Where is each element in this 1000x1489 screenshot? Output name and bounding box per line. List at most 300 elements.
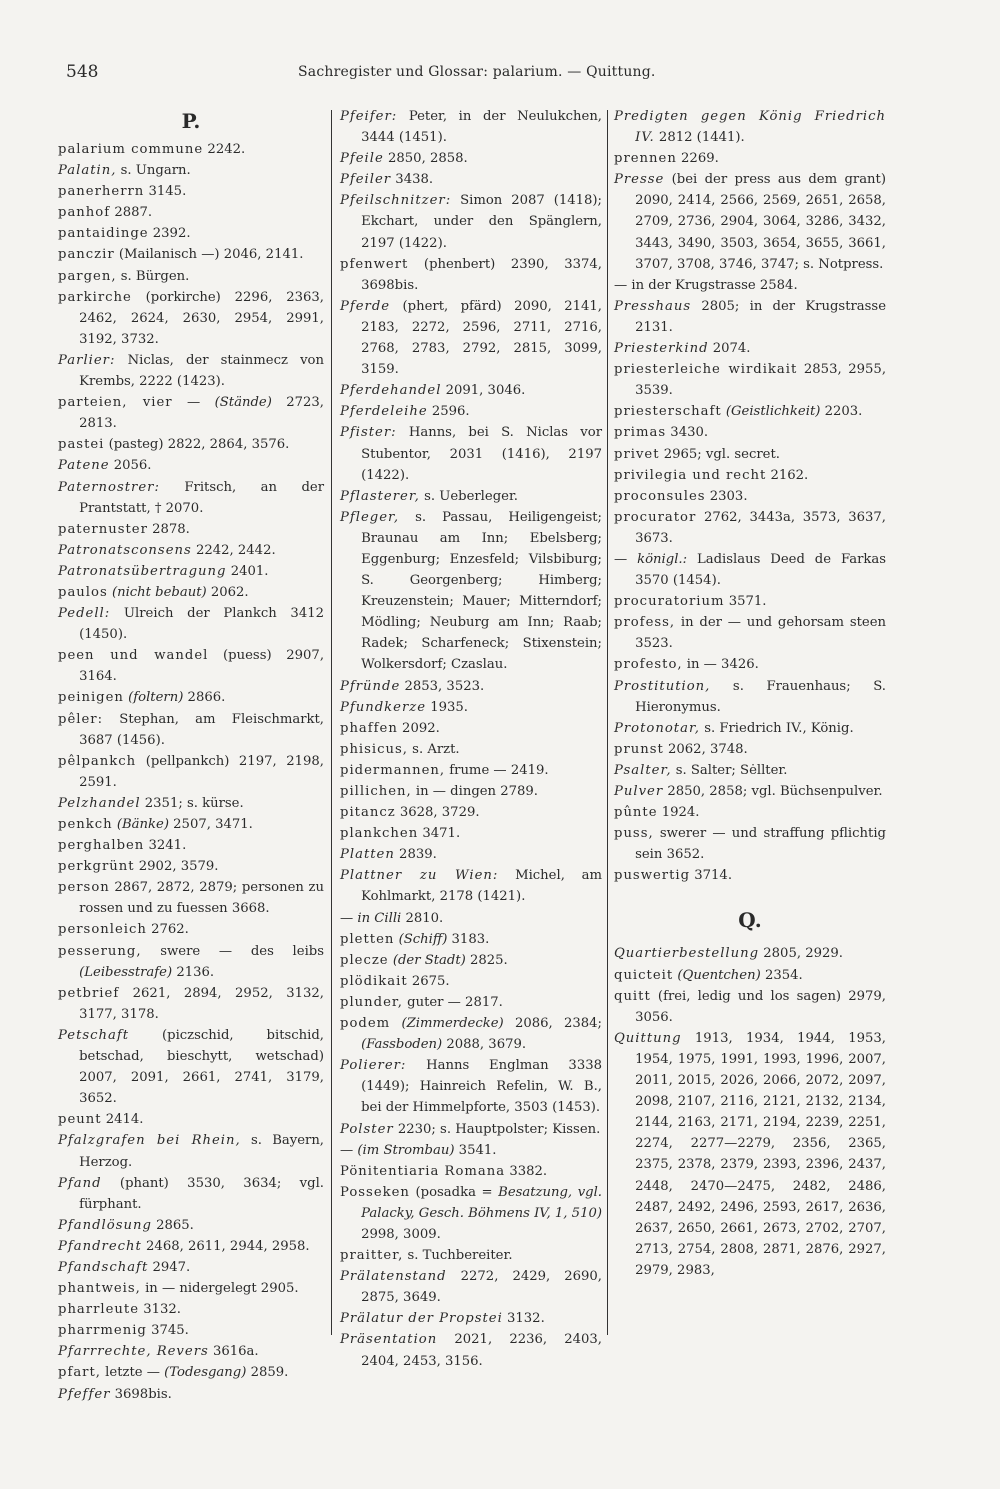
index-entry <box>58 1384 324 1405</box>
entry-headword: Pfeffer <box>58 1386 111 1402</box>
entry-headword: paulos <box>58 584 108 600</box>
index-entry <box>340 1266 602 1308</box>
entry-headword: parteien, vier <box>58 395 173 411</box>
entry-text: Ladislaus Deed de Farkas 3570 (1454). <box>635 551 886 589</box>
entry-headword: Prostitution, <box>614 678 711 694</box>
entry-headword: Pfandlösung <box>58 1217 152 1233</box>
index-entry <box>58 835 324 856</box>
entry-headword: Patronatsconsens <box>58 542 192 558</box>
entry-text: 3745. <box>146 1323 189 1339</box>
index-entry <box>340 190 602 253</box>
entry-text: Besatzung, vgl. Palacky, Gesch. Böhmens IV, 1, 510) <box>361 1184 602 1221</box>
index-entry <box>340 844 602 865</box>
entry-text: — <box>340 910 358 926</box>
entry-headword: pillichen, <box>340 784 412 799</box>
entry-headword: Pferdeleihe <box>340 404 428 420</box>
entry-text: 2675. <box>407 973 450 989</box>
entry-text: — <box>340 1142 358 1158</box>
entry-text: in der — und gehorsam steen 3523. <box>635 615 886 652</box>
index-entry <box>58 814 324 835</box>
entry-headword: puss, <box>614 826 654 842</box>
entry-headword: Parlier: <box>58 352 116 368</box>
index-entry <box>340 401 602 422</box>
entry-text: 2272, 2429, 2690, 2875, 3649. <box>361 1269 602 1306</box>
entry-text: s. Tuchbereiter. <box>403 1248 513 1264</box>
entry-text: 3382. <box>505 1163 548 1179</box>
entry-headword: person <box>58 880 110 896</box>
entry-headword: priesterschaft <box>614 404 722 420</box>
index-entry <box>340 739 602 760</box>
index-entry <box>614 1028 886 1281</box>
entry-headword: Paternostrer: <box>58 479 160 495</box>
entry-text: 3438. <box>391 172 434 188</box>
index-entry <box>614 865 886 886</box>
index-entry <box>340 676 602 697</box>
entry-text: 1924. <box>657 805 700 821</box>
entry-text: 3616a. <box>208 1344 259 1360</box>
entry-text: (Fassboden) <box>361 1037 443 1053</box>
entry-text: 3430. <box>666 425 709 441</box>
entry-text: (frei, ledig und los sagen) 2979, 3056. <box>635 988 886 1025</box>
entry-headword: penkch <box>58 817 113 832</box>
entry-text: 2850, 2858; vgl. Büchsenpulver. <box>663 784 883 799</box>
entry-headword: plecze <box>340 952 389 968</box>
index-entry <box>340 507 602 676</box>
index-entry <box>58 856 324 877</box>
index-entry <box>58 751 324 793</box>
index-entry <box>340 1308 602 1329</box>
entry-text: — <box>614 551 638 567</box>
entry-text: Niclas, der stainmecz von Krembs, 2222 (1423). <box>79 352 324 390</box>
entry-text: (Todesgang) <box>164 1365 247 1381</box>
index-entry <box>614 486 886 507</box>
index-entry <box>614 296 886 338</box>
entry-text: (Bänke) <box>116 817 169 832</box>
index-entry <box>58 1278 324 1299</box>
entry-text: (puess) 2907, 3164. <box>79 648 325 685</box>
entry-text: s. Frauenhaus; S. Hieronymus. <box>635 678 886 715</box>
index-entry <box>340 169 602 190</box>
entry-text: 3183. <box>447 931 490 947</box>
entry-headword: plödikait <box>340 973 408 989</box>
index-column-1 <box>58 106 324 1405</box>
entry-list <box>58 139 324 1405</box>
entry-text: Hanns Englman 3338 (1449); Hainreich Refelin, W. B., bei der Himmelpforte, 3503 (1453). <box>361 1058 602 1116</box>
index-entry <box>340 422 602 485</box>
entry-headword: praitter, <box>340 1248 404 1264</box>
entry-text: 2902, 3579. <box>134 859 219 875</box>
entry-text: Fritsch, an der Prantstatt, † 2070. <box>79 479 324 516</box>
entry-headword: pûnte <box>614 805 658 821</box>
entry-headword: pastei <box>58 437 105 453</box>
entry-headword: Protonotar, <box>614 720 700 736</box>
column-divider <box>331 110 332 1335</box>
entry-headword: pitancz <box>340 805 396 821</box>
index-entry <box>614 359 886 401</box>
index-entry <box>58 793 324 814</box>
entry-text: 2414. <box>101 1112 144 1128</box>
entry-text: 2866. <box>183 690 226 706</box>
entry-headword: pfart, <box>58 1365 101 1381</box>
index-entry <box>340 1329 602 1371</box>
entry-text: in — 3426. <box>682 657 759 673</box>
entry-text: 2088, 3679. <box>442 1037 527 1053</box>
index-entry <box>58 1320 324 1341</box>
entry-headword: pêler: <box>58 711 104 727</box>
entry-text: s. Arzt. <box>407 741 460 757</box>
entry-headword: plankchen <box>340 826 419 842</box>
index-entry <box>58 1236 324 1257</box>
section-letter-q: Q. <box>738 908 762 933</box>
index-entry <box>58 160 324 181</box>
index-entry <box>58 1130 324 1172</box>
entry-headword: Pfeiler <box>340 172 392 188</box>
entry-headword: Pfundkerze <box>340 699 427 715</box>
entry-text: 2056. <box>109 458 152 474</box>
entry-text: (Geistlichkeit) <box>725 404 821 420</box>
index-entry <box>614 275 886 296</box>
index-entry <box>58 582 324 603</box>
entry-headword: Präsentation <box>340 1332 438 1348</box>
entry-text: (foltern) <box>128 690 184 706</box>
entry-text: Ulreich der Plankch 3412 (1450). <box>79 606 324 643</box>
entry-text: s. Passau, Heiligengeist; Braunau am Inn; Ebelsberg; Eggenburg; Enzesfeld; Vilsbiburg; S. Georgenberg; Himberg; Kreuzenstein; Mauer; Mitterndorf; Mödling; Neuburg am Inn; Raab; Radek; Scharfeneck; Stixenstein; Wolkersdorf; Czaslau. <box>361 509 602 673</box>
entry-headword: Pferdehandel <box>340 383 442 399</box>
entry-text: in Cilli <box>357 910 402 926</box>
entry-text: 2021, 2236, 2403, 2404, 2453, 3156. <box>361 1332 602 1369</box>
index-entry <box>58 1025 324 1109</box>
index-entry <box>340 1161 602 1182</box>
entry-text <box>390 1016 401 1031</box>
entry-text: 2805; in der Krugstrasse 2131. <box>635 298 886 335</box>
entry-text: 2351; s. kürse. <box>140 795 244 811</box>
index-entry <box>614 739 886 760</box>
index-entry <box>58 645 324 687</box>
index-entry <box>58 139 324 160</box>
index-entry <box>340 148 602 169</box>
index-entry <box>614 718 886 739</box>
entry-headword: phisicus, <box>340 741 408 757</box>
entry-headword: Quittung <box>614 1030 682 1046</box>
entry-headword: perghalben <box>58 838 145 854</box>
index-entry <box>614 591 886 612</box>
entry-headword: panhof <box>58 205 111 221</box>
entry-headword: Priesterkind <box>614 341 709 357</box>
entry-headword: Platten <box>340 847 395 863</box>
index-entry <box>58 1215 324 1236</box>
entry-text: 2878. <box>147 521 190 537</box>
index-entry <box>340 254 602 296</box>
column-divider <box>607 110 608 1335</box>
entry-text: — <box>172 395 215 411</box>
index-entry <box>58 455 324 476</box>
entry-list <box>614 106 886 886</box>
entry-text: 2230; s. Hauptpolster; Kissen. <box>393 1121 601 1137</box>
entry-headword: Posseken <box>340 1184 410 1200</box>
entry-text: s. Salter; Sėllter. <box>671 762 788 778</box>
entry-headword: Pfleger, <box>340 509 400 525</box>
entry-headword: Polster <box>340 1121 394 1137</box>
entry-text: s. Ungarn. <box>116 163 191 179</box>
index-entry <box>58 350 324 392</box>
entry-headword: Presse <box>614 172 665 188</box>
entry-text: 3714. <box>690 868 733 884</box>
entry-headword: profess, <box>614 615 676 631</box>
index-entry <box>340 781 602 802</box>
entry-text: (pellpankch) 2197, 2198, 2591. <box>79 753 324 790</box>
index-entry <box>614 422 886 443</box>
index-entry <box>58 434 324 455</box>
index-entry <box>58 709 324 751</box>
entry-text: 2062, 3748. <box>663 741 748 757</box>
entry-text: in — nidergelegt 2905. <box>140 1281 299 1297</box>
entry-text: Peter, in der Neulukchen, 3444 (1451). <box>361 109 602 146</box>
entry-text: 3145. <box>144 184 187 200</box>
entry-text: 2762. <box>146 922 189 938</box>
entry-text: (phant) 3530, 3634; vgl. fürphant. <box>79 1175 324 1212</box>
section-letter-p: P. <box>181 109 201 133</box>
index-entry <box>58 687 324 708</box>
index-entry <box>340 802 602 823</box>
entry-headword: panerherrn <box>58 184 145 200</box>
entry-headword: privet <box>614 446 660 462</box>
entry-text: guter — 2817. <box>402 994 503 1010</box>
index-entry <box>340 296 602 380</box>
entry-headword: Pfründe <box>340 678 401 694</box>
entry-text: Stephan, am Fleischmarkt, 3687 (1456). <box>79 711 324 748</box>
entry-text: 2723, 2813. <box>79 395 324 432</box>
entry-text: 2762, 3443a, 3573, 3637, 3673. <box>635 509 886 546</box>
entry-headword: privilegia und recht <box>614 467 767 483</box>
index-entry <box>58 1173 324 1215</box>
index-entry <box>340 992 602 1013</box>
index-entry <box>340 760 602 781</box>
entry-text: königl.: <box>637 551 688 567</box>
entry-text: 2062. <box>206 584 249 600</box>
entry-headword: Pfeile <box>340 151 384 167</box>
index-entry <box>340 1245 602 1266</box>
index-column-2 <box>340 106 602 1372</box>
index-entry <box>340 1182 602 1245</box>
entry-headword: Palatin, <box>58 163 117 179</box>
entry-text: (Schiff) <box>398 931 448 947</box>
entry-text: — in der Krugstrasse 2584. <box>614 277 798 293</box>
entry-headword: proconsules <box>614 488 706 504</box>
entry-headword: Prälatur der Propstei <box>340 1311 503 1327</box>
entry-headword: Pferde <box>340 298 391 314</box>
index-entry <box>58 477 324 519</box>
index-entry <box>614 106 886 148</box>
entry-text: 2354. <box>760 967 803 983</box>
entry-text: 2086, 2384; <box>503 1016 602 1032</box>
entry-text: 2853, 2955, 3539. <box>635 362 887 399</box>
entry-text: (Mailanisch —) 2046, 2141. <box>114 247 304 263</box>
entry-headword: pargen, <box>58 268 117 284</box>
entry-headword: peunt <box>58 1112 102 1128</box>
entry-text: 3132. <box>139 1302 181 1318</box>
entry-text: 3132. <box>502 1311 545 1327</box>
entry-headword: Pelzhandel <box>58 795 141 811</box>
entry-headword: Pflasterer, <box>340 488 420 504</box>
entry-list <box>614 943 886 1281</box>
entry-text: 3241. <box>144 838 187 854</box>
entry-headword: Plattner zu Wien: <box>340 868 499 884</box>
entry-text: 2401. <box>226 563 269 579</box>
entry-text: letzte — <box>100 1365 165 1381</box>
entry-headword: pesserung, <box>58 943 142 959</box>
index-entry <box>340 106 602 148</box>
entry-text: swerer — und straffung pflichtig sein 3652. <box>635 826 886 863</box>
entry-headword: Pfeifer: <box>340 109 398 124</box>
index-entry <box>58 941 324 983</box>
entry-text: (im Strombau) <box>357 1142 455 1158</box>
index-entry <box>614 802 886 823</box>
entry-text: 2839. <box>394 847 437 863</box>
index-entry <box>58 540 324 561</box>
entry-headword: Pönitentiaria Romana <box>340 1163 506 1179</box>
entry-text: 2507, 3471. <box>168 817 253 832</box>
entry-text: 2242. <box>203 142 246 157</box>
index-entry <box>58 244 324 265</box>
entry-headword: procuratorium <box>614 594 725 610</box>
entry-text: 2812 (1441). <box>654 130 745 146</box>
index-entry <box>58 202 324 223</box>
index-entry <box>614 676 886 718</box>
entry-headword: Predigten gegen König Friedrich IV. <box>614 109 886 146</box>
index-entry <box>58 603 324 645</box>
entry-text: s. Bürgen. <box>116 268 190 284</box>
entry-text: 1935. <box>426 699 468 715</box>
entry-headword: prennen <box>614 151 677 167</box>
entry-text: Simon 2087 (1418); Ekchart, under den Spänglern, 2197 (1422). <box>361 193 602 251</box>
entry-headword: palarium commune <box>58 142 204 157</box>
entry-headword: quicteit <box>614 967 674 983</box>
entry-headword: Polierer: <box>340 1058 407 1074</box>
entry-text: (posadka = <box>409 1184 499 1200</box>
entry-headword: Pulver <box>614 784 664 799</box>
index-entry <box>340 380 602 401</box>
index-entry <box>614 401 886 422</box>
entry-headword: pharrmenig <box>58 1323 147 1339</box>
index-entry <box>614 465 886 486</box>
entry-text: 2865. <box>151 1217 194 1233</box>
entry-text: 2887. <box>110 205 153 221</box>
index-entry <box>58 1257 324 1278</box>
index-entry <box>340 908 602 929</box>
entry-headword: petbrief <box>58 985 120 1001</box>
entry-text: 2074. <box>708 341 751 357</box>
index-entry <box>340 1140 602 1161</box>
entry-headword: Presshaus <box>614 298 692 314</box>
entry-text: 3628, 3729. <box>395 805 480 821</box>
entry-text: s. Ueberleger. <box>419 488 519 504</box>
entry-headword: Pfandschaft <box>58 1259 149 1275</box>
entry-headword: pantaidinge <box>58 226 149 242</box>
entry-text: 2242, 2442. <box>191 542 276 558</box>
entry-text: 2091, 3046. <box>441 383 526 399</box>
index-entry <box>58 919 324 940</box>
entry-headword: primas <box>614 425 667 441</box>
entry-headword: Patronatsübertragung <box>58 563 227 579</box>
entry-text: 2269. <box>676 151 719 167</box>
index-entry <box>614 760 886 781</box>
entry-text: 2810. <box>401 910 444 926</box>
entry-headword: procurator <box>614 509 697 525</box>
index-entry <box>58 223 324 244</box>
index-column-3 <box>614 106 886 1281</box>
entry-headword: puswertig <box>614 868 691 884</box>
entry-text: 2203. <box>820 404 863 420</box>
index-entry <box>340 486 602 507</box>
index-entry <box>58 877 324 919</box>
entry-headword: plunder, <box>340 994 403 1010</box>
entry-text: (der Stadt) <box>392 952 466 968</box>
entry-headword: Patene <box>58 458 110 474</box>
index-entry <box>614 823 886 865</box>
entry-text: Michel, am Kohlmarkt, 2178 (1421). <box>361 868 602 905</box>
entry-text: 2825. <box>465 952 508 968</box>
entry-text: 3571. <box>724 594 767 610</box>
index-entry <box>340 1055 602 1118</box>
index-entry <box>614 781 886 802</box>
entry-text: 3698bis. <box>110 1386 172 1402</box>
index-entry <box>614 444 886 465</box>
index-entry <box>340 950 602 971</box>
index-entry <box>340 718 602 739</box>
entry-headword: Pfandrecht <box>58 1238 142 1254</box>
index-entry <box>614 549 886 591</box>
entry-headword: Prälatenstand <box>340 1269 447 1285</box>
index-entry <box>614 986 886 1028</box>
index-entry <box>58 983 324 1025</box>
entry-text: (piczschid, bitschid, betschad, bieschytt, wetschad) 2007, 2091, 2661, 2741, 3179, 3652. <box>79 1027 324 1107</box>
entry-headword: Pfister: <box>340 425 397 441</box>
entry-text: 2998, 3009. <box>361 1226 441 1242</box>
entry-text: s. Friedrich IV., König. <box>700 720 854 736</box>
entry-text: 2805, 2929. <box>759 946 843 962</box>
entry-text: 2092. <box>397 720 440 736</box>
entry-headword: personleich <box>58 922 147 938</box>
entry-text: (nicht bebaut) <box>111 584 207 600</box>
entry-text: (Stände) <box>214 395 272 411</box>
entry-text: 2867, 2872, 2879; personen zu rossen und zu fuessen 3668. <box>79 880 324 917</box>
entry-text: 2859. <box>246 1365 289 1381</box>
entry-text: 1913, 1934, 1944, 1953, 1954, 1975, 1991, 1993, 1996, 2007, 2011, 2015, 2026, 2066, 2072, 2097, 2098, 2107, 2116, 2121, 2132, 2134, 2144, 2163, 2171, 2194, 2239, 2251, 2274, 2277—2279, 2356, 2365, 2375, 2378, 2379, 2393, 2396, 2437, 2448, 2470—2475, 2482, 2486, 2487, 2492, 2496, 2593, 2617, 2636, 2637, 2650, 2661, 2673, 2702, 2707, 2713, 2754, 2808, 2871, 2876, 2927, 2979, 2983, <box>635 1030 886 1278</box>
entry-headword: pletten <box>340 931 395 947</box>
index-entry <box>58 1109 324 1130</box>
index-entry <box>614 965 886 986</box>
index-entry <box>340 823 602 844</box>
index-entry <box>614 507 886 549</box>
index-entry <box>58 1341 324 1362</box>
index-entry <box>340 929 602 950</box>
entry-text: 2468, 2611, 2944, 2958. <box>141 1238 310 1254</box>
entry-headword: Pfand <box>58 1175 102 1191</box>
entry-headword: phaffen <box>340 720 398 736</box>
index-entry <box>340 971 602 992</box>
entry-text: 2303. <box>705 488 748 504</box>
entry-text: 2596. <box>427 404 470 420</box>
entry-headword: prunst <box>614 741 664 757</box>
entry-text: (Leibesstrafe) <box>79 964 173 980</box>
entry-text: (phert, pfärd) 2090, 2141, 2183, 2272, 2596, 2711, 2716, 2768, 2783, 2792, 2815, 3099, 3159. <box>361 298 602 378</box>
index-entry <box>614 148 886 169</box>
index-entry <box>614 943 886 964</box>
index-entry <box>58 561 324 582</box>
index-entry <box>340 865 602 907</box>
running-title: Sachregister und Glossar: palarium. — Quittung. <box>298 64 656 80</box>
entry-text: (phenbert) 2390, 3374, 3698bis. <box>361 256 602 293</box>
